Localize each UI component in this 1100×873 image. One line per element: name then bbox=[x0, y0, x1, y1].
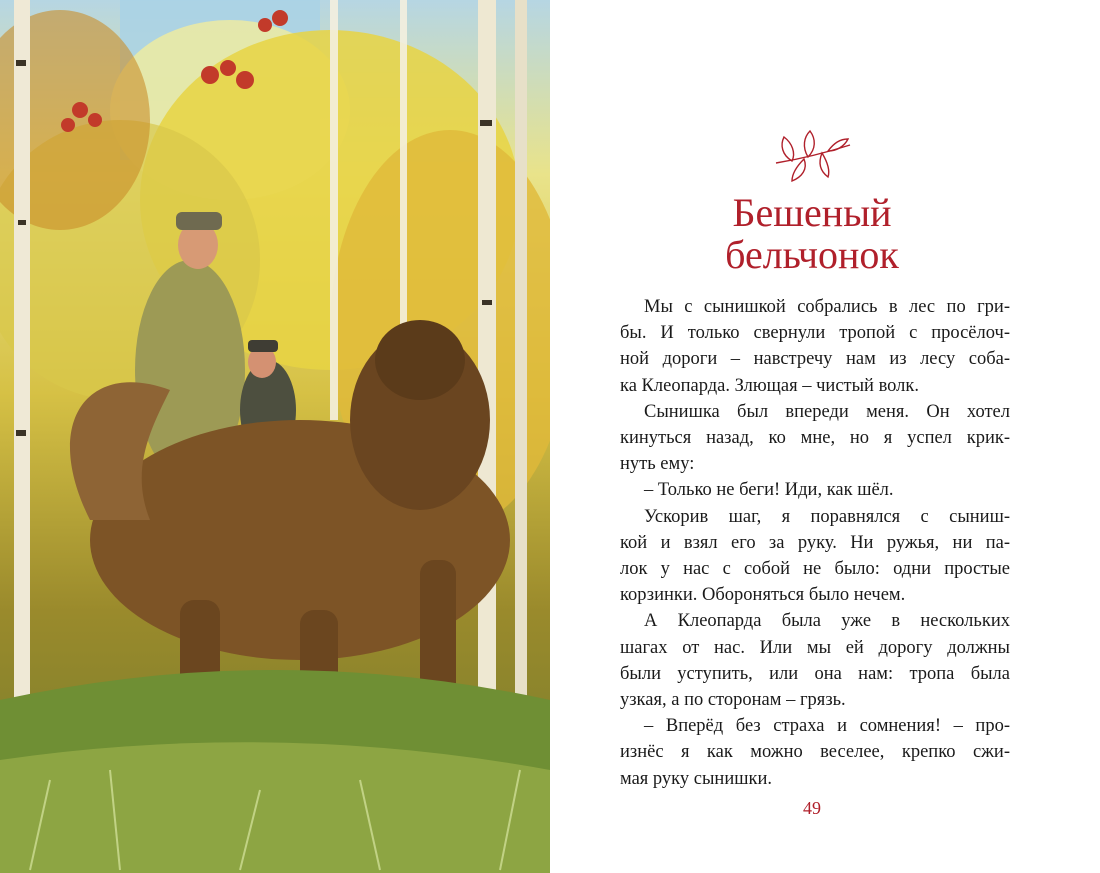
text-line: Ускорив шаг, я поравнялся с сыниш- bbox=[644, 506, 1010, 527]
text-line: А Клеопарда была уже в нескольких bbox=[644, 611, 1010, 632]
text-page bbox=[550, 0, 1100, 873]
text-line: кой и взял его за руку. Ни ружья, ни па- bbox=[620, 532, 1010, 553]
text-line: узкая, а по сторонам – грязь. bbox=[620, 690, 846, 711]
story-text bbox=[620, 294, 1010, 792]
chapter-title-line: бельчонок bbox=[725, 232, 899, 277]
leaf-branch-icon bbox=[770, 125, 854, 185]
text-line: ной дороги – навстречу нам из лесу соба- bbox=[620, 349, 1010, 370]
text-line: – Только не беги! Иди, как шёл. bbox=[644, 480, 894, 501]
text-line: изнёс я как можно веселее, крепко сжи- bbox=[620, 742, 1010, 763]
text-line: лок у нас с собой не было: одни простые bbox=[620, 559, 1010, 580]
text-line: – Вперёд без страха и сомнения! – про- bbox=[644, 716, 1010, 737]
text-line: нуть ему: bbox=[620, 454, 695, 475]
chapter-title bbox=[550, 192, 1074, 276]
text-line: бы. И только свернули тропой с просёлоч- bbox=[620, 323, 1010, 344]
text-line: были уступить, или она нам: тропа была bbox=[620, 663, 1010, 684]
text-line: мая руку сынишки. bbox=[620, 768, 772, 789]
text-line: кинуться назад, ко мне, но я успел крик- bbox=[620, 428, 1010, 449]
chapter-title-line: Бешеный bbox=[732, 190, 892, 235]
text-line: ка Клеопарда. Злющая – чистый волк. bbox=[620, 375, 920, 396]
text-line: Сынишка был впереди меня. Он хотел bbox=[644, 401, 1010, 422]
text-line: Мы с сынишкой собрались в лес по гри- bbox=[644, 297, 1010, 317]
text-line: шагах от нас. Или мы ей дорогу должны bbox=[620, 637, 1010, 658]
page-number: 49 bbox=[803, 798, 821, 818]
text-line: корзинки. Обороняться было нечем. bbox=[620, 585, 906, 606]
